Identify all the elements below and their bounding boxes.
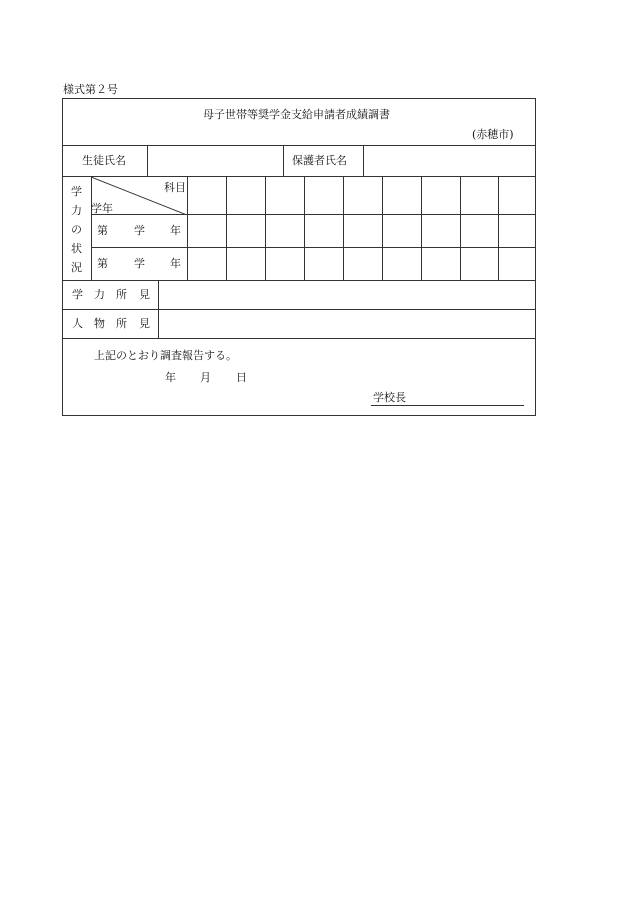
academic-status-char: 況	[71, 261, 82, 274]
character-remarks-char: 物	[94, 317, 105, 330]
issuer-label: (赤穂市)	[472, 128, 514, 141]
academic-status-char: 学	[71, 185, 82, 198]
academic-remarks-char: 見	[139, 288, 150, 301]
grade-row-2-second: 学	[134, 257, 145, 270]
academic-remarks-char: 学	[72, 288, 83, 301]
principal-label: 学校長	[373, 391, 406, 404]
grade-row-2-first: 第	[97, 257, 108, 270]
form-number: 様式第２号	[63, 83, 118, 96]
character-remarks-char: 人	[72, 317, 83, 330]
academic-status-char: 状	[71, 242, 82, 255]
report-statement: 上記のとおり調査報告する。	[94, 349, 237, 362]
grade-row-1-third: 年	[170, 224, 181, 237]
date-year-unit: 年	[165, 371, 176, 384]
guardian-name-label: 保護者氏名	[292, 154, 347, 167]
signature-line	[371, 405, 524, 406]
academic-remarks-char: 所	[116, 288, 127, 301]
date-month-unit: 月	[200, 371, 211, 384]
academic-status-char: 力	[71, 204, 82, 217]
grade-header: 学年	[91, 202, 113, 215]
form-title: 母子世帯等奨学金支給申請者成績調書	[203, 108, 390, 121]
grade-row-1-first: 第	[97, 224, 108, 237]
grade-row-2-third: 年	[170, 257, 181, 270]
character-remarks-char: 所	[116, 317, 127, 330]
student-name-label: 生徒氏名	[82, 154, 126, 167]
subject-header: 科目	[164, 181, 186, 194]
academic-status-char: の	[71, 223, 82, 236]
character-remarks-char: 見	[139, 317, 150, 330]
date-day-unit: 日	[236, 371, 247, 384]
grade-report-form	[62, 98, 536, 416]
grade-row-1-second: 学	[134, 224, 145, 237]
academic-remarks-char: 力	[94, 288, 105, 301]
